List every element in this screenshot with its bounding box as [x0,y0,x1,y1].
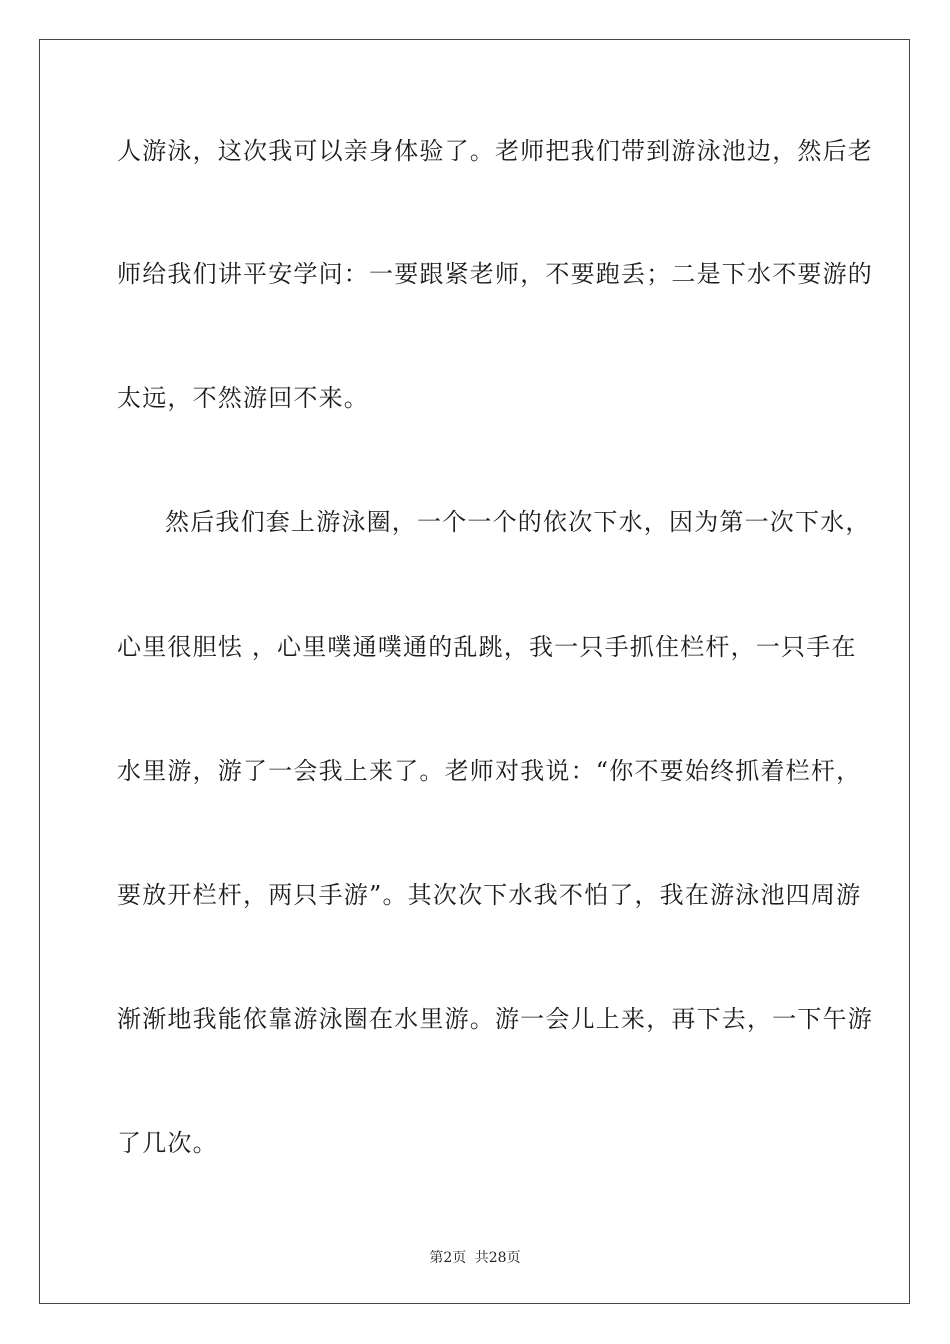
text-line: 人游泳，这次我可以亲身体验了。老师把我们带到游泳池边，然后老 [117,137,873,165]
text-line: 渐渐地我能依靠游泳圈在水里游。游一会儿上来，再下去，一下午游 [117,1005,873,1033]
text-line: 太远，不然游回不来。 [117,384,369,412]
page-total: 共28页 [474,1250,521,1266]
text-line: 心里很胆怯 ，心里噗通噗通的乱跳，我一只手抓住栏杆，一只手在 [117,633,857,661]
page-footer [0,1247,950,1267]
text-line: 了几次。 [117,1129,218,1157]
text-line: 水里游，游了一会我上来了。老师对我说：“你不要始终抓着栏杆， [117,757,862,785]
page-number: 第2页 [429,1250,467,1266]
text-line: 师给我们讲平安学问：一要跟紧老师，不要跑丢；二是下水不要游的 [117,260,873,288]
text-line: 要放开栏杆，两只手游”。其次次下水我不怕了，我在游泳池四周游 [117,881,862,909]
text-line-paragraph-start: 然后我们套上游泳圈，一个一个的依次下水，因为第一次下水， [165,508,871,536]
page-border [39,39,910,1304]
